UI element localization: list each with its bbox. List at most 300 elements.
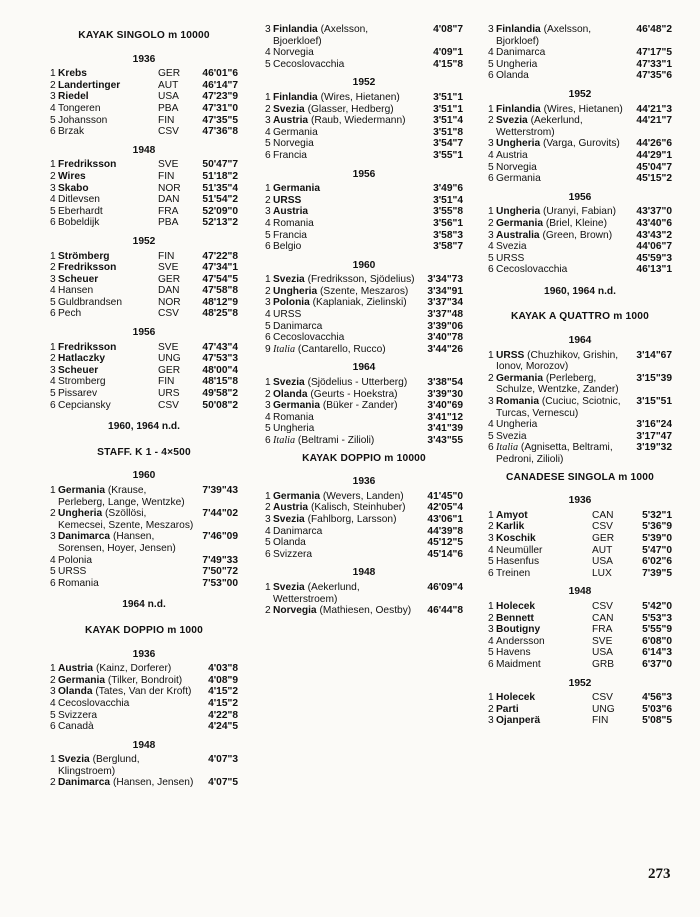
rank: 1 [488,103,494,115]
result-row [50,400,238,412]
athlete-name: Amyot [496,509,528,521]
crew-members: (Szöllösi, Kemecsei, Szente, Meszaros) [58,508,194,531]
result-row [50,675,238,687]
team-entry [58,485,194,508]
nation-code: FIN [158,376,175,388]
year-heading: 1964 [352,362,376,374]
result-time: 47'58"8 [202,285,238,297]
rank: 3 [488,624,494,636]
nation-code: SVE [158,262,179,274]
team-entry [273,195,419,207]
result-time: 51'18"2 [202,170,238,182]
result-row [488,162,672,174]
rank: 5 [488,161,494,173]
result-row [265,230,463,242]
country-name: Olanda [58,686,93,698]
results-list [488,601,672,671]
country-name: Svezia [273,103,305,115]
result-time: 3'39"06 [427,320,463,332]
team-entry [273,297,419,309]
crew-members: (Kaplaniak, Zielinski) [312,297,407,309]
result-row [488,431,672,443]
results-list [265,377,463,447]
nation-code: FRA [592,624,613,636]
result-time: 44'29"1 [636,149,672,161]
athlete-name: Stromberg [58,376,106,388]
country-name: Norvegia [273,138,314,150]
team-entry [496,241,628,253]
result-row [265,297,463,309]
results-list [265,183,463,253]
athlete-name: Fredriksson [58,159,117,171]
nation-code: PBA [158,102,179,114]
nation-code: UNG [592,703,615,715]
result-time: 43'37"0 [636,206,672,218]
crew-members: (Krause, Perleberg, Lange, Wentzke) [58,485,185,508]
result-time: 47'43"4 [202,341,238,353]
rank: 1 [488,509,494,521]
rank: 2 [265,502,271,514]
rank: 1 [488,349,494,361]
team-entry [496,396,628,419]
result-time: 48'25"8 [202,308,238,320]
rank: 6 [488,442,494,454]
team-entry [273,183,419,195]
nation-code: FIN [158,250,175,262]
result-time: 3'34"73 [427,274,463,286]
country-name: Danimarca [496,47,546,59]
rank: 5 [50,388,56,400]
team-entry [58,721,194,733]
result-time: 3'58"3 [433,229,463,241]
rank: 6 [488,70,494,82]
results-list [488,206,672,276]
nation-code: USA [592,556,613,568]
result-row [50,531,238,554]
rank: 2 [488,115,494,127]
nation-code: SVE [158,159,179,171]
result-row [50,342,238,354]
rank: 1 [488,600,494,612]
result-time: 4'15"8 [433,58,463,70]
result-row [488,692,672,704]
athlete-name: Havens [496,647,531,659]
result-time: 43'06"1 [427,513,463,525]
crew-members: (Berglund, Klingstroem) [58,754,140,777]
nation-code: GER [592,532,615,544]
rank: 3 [488,138,494,150]
year-heading: 1956 [352,168,376,180]
rank: 5 [265,537,271,549]
result-time: 7'39"43 [202,485,238,496]
rank: 3 [265,400,271,412]
result-time: 43'40"6 [636,217,672,229]
nation-code: UNG [158,353,181,365]
result-row [50,308,238,320]
team-entry [496,24,628,47]
result-time: 5'36"9 [642,521,672,533]
rank: 4 [265,217,271,229]
result-time: 3'55"8 [433,206,463,218]
result-time: 47'17"5 [636,47,672,59]
result-time: 6'14"3 [642,647,672,659]
result-row [488,173,672,185]
country-name: Danimarca [58,531,111,543]
result-time: 5'39"0 [642,532,672,544]
result-row [265,59,463,71]
result-time: 48'12"9 [202,296,238,308]
team-entry [273,274,419,286]
event-title: KAYAK DOPPIO m 10000 [302,452,426,464]
rank: 3 [265,513,271,525]
team-entry [273,286,419,298]
nation-code: CAN [592,612,614,624]
rank: 5 [488,430,494,442]
rank: 6 [50,217,56,229]
result-row [50,285,238,297]
rank: 2 [50,79,56,91]
rank: 4 [50,102,56,114]
country-name: Austria [496,149,528,161]
result-row [50,710,238,722]
rank: 3 [488,396,494,408]
country-name: Svezia [496,241,527,253]
rank: 2 [50,353,56,365]
team-entry [273,138,419,150]
result-row [265,286,463,298]
country-name: URSS [496,252,525,264]
result-time: 47'34"1 [202,262,238,274]
country-name: Italia [273,343,296,355]
result-time: 5'47"0 [642,544,672,556]
result-row [488,704,672,716]
athlete-name: Scheuer [58,364,99,376]
team-entry [496,230,628,242]
country-name: Austria [273,502,309,514]
result-time: 47'53"3 [202,353,238,365]
team-entry [273,400,419,412]
not-held-note: 1964 n.d. [122,599,166,611]
year-heading: 1936 [352,476,376,488]
result-row [50,555,238,567]
crew-members: (Axelsson, Bjoerkloef) [273,24,369,47]
result-row [488,115,672,138]
result-time: 7'50"72 [202,566,238,578]
athlete-name: Holecek [496,600,536,612]
team-entry [496,173,628,185]
team-entry [273,332,419,344]
country-name: Svezia [273,274,305,286]
result-row [265,309,463,321]
rank: 4 [265,525,271,537]
crew-members: (Geurts - Hoekstra) [310,388,398,400]
nation-code: CSV [592,600,613,612]
result-row [488,138,672,150]
rank: 1 [265,183,271,195]
result-row [50,777,238,789]
result-time: 44'26"6 [636,138,672,150]
team-entry [273,491,419,503]
rank: 2 [265,285,271,297]
result-time: 4'15"2 [208,697,238,709]
country-name: URSS [58,566,87,578]
rank: 1 [50,250,56,262]
crew-members: (Tilker, Bondroit) [107,674,183,686]
team-entry [273,582,419,605]
crew-members: (Glasser, Hedberg) [307,103,394,115]
results-list [50,159,238,229]
result-time: 45'59"3 [636,252,672,264]
country-name: Olanda [273,537,306,549]
team-entry [496,419,628,431]
result-time: 4'07"3 [208,754,238,766]
nation-code: NOR [158,182,181,194]
year-heading: 1948 [568,586,592,598]
rank: 3 [488,715,494,727]
nation-code: LUX [592,567,612,579]
result-row [50,171,238,183]
result-row [265,605,463,617]
event-title: KAYAK DOPPIO m 1000 [85,624,203,636]
country-name: Norvegia [496,161,537,173]
crew-members: (Wires, Hietanen) [543,103,623,115]
rank: 5 [265,229,271,241]
result-time: 43'43"2 [636,229,672,241]
result-time: 41'45"0 [427,490,463,502]
result-row [265,435,463,447]
athlete-name: Boutigny [496,624,541,636]
crew-members: (Wevers, Landen) [322,490,404,502]
rank: 1 [488,206,494,218]
event-title: KAYAK SINGOLO m 10000 [78,30,210,41]
rank: 2 [488,372,494,384]
country-name: Svezia [273,513,305,525]
result-row [265,218,463,230]
result-time: 45'15"2 [636,173,672,185]
rank: 4 [50,194,56,206]
event-title: CANADESE SINGOLA m 1000 [505,471,654,483]
team-entry [58,675,194,687]
rank: 6 [265,435,271,446]
rank: 5 [488,556,494,568]
team-entry [58,566,194,578]
athlete-name: Karlik [496,521,525,533]
year-heading: 1960 [352,259,376,271]
rank: 4 [488,419,494,431]
rank: 6 [488,658,494,670]
result-row [50,159,238,171]
crew-members: (Aekerlund, Wetterstrom) [496,115,583,138]
crew-members: (Chuzhikov, Grishin, Ionov, Morozov) [496,349,619,373]
athlete-name: Bobeldijk [58,217,100,229]
rank: 3 [50,364,56,376]
rank: 6 [265,241,271,253]
team-entry [58,531,194,554]
athlete-name: Hasenfus [496,556,540,568]
athlete-name: Scheuer [58,273,99,285]
result-time: 7'49"33 [202,554,238,566]
result-row [265,24,463,47]
result-time: 7'53"00 [202,577,238,589]
year-heading: 1952 [352,77,376,89]
year-heading: 1952 [568,677,592,689]
country-name: Danimarca [58,777,111,789]
rank: 3 [488,24,494,35]
results-list [50,663,238,733]
country-name: Finlandia [273,91,318,103]
result-time: 4'22"8 [208,709,238,721]
crew-members: (Agnisetta, Beltrami, Pedroni, Zilioli) [496,442,613,465]
athlete-name: Krebs [58,68,87,80]
team-entry [273,389,419,401]
result-time: 47'23"9 [202,91,238,103]
team-entry [273,241,419,253]
country-name: Germania [496,173,541,185]
country-name: Germania [273,490,320,502]
result-time: 46'48"2 [636,24,672,35]
result-row [488,601,672,613]
crew-members: (Beltrami - Zilioli) [297,435,375,446]
rank: 5 [488,647,494,659]
rank: 1 [50,754,56,766]
result-time: 3'40"69 [427,400,463,412]
result-row [488,350,672,373]
result-time: 7'46"09 [202,531,238,543]
result-row [265,514,463,526]
rank: 2 [488,703,494,715]
nation-code: CSV [158,399,179,411]
country-name: Australia [496,229,540,241]
result-time: 5'53"3 [642,612,672,624]
crew-members: (Cantarello, Rucco) [297,343,386,355]
country-name: URSS [273,309,302,321]
athlete-name: Parti [496,703,519,715]
nation-code: USA [158,91,179,103]
result-time: 3'39"30 [427,388,463,400]
rank: 3 [265,115,271,127]
rank: 1 [265,91,271,103]
result-row [488,624,672,636]
team-entry [496,104,628,116]
country-name: Austria [58,663,94,675]
nation-code: AUT [158,79,179,91]
result-row [488,24,672,47]
result-row [265,582,463,605]
team-entry [496,59,628,71]
country-name: Ungheria [58,508,103,520]
country-name: Olanda [273,388,308,400]
country-name: Danimarca [273,320,323,332]
country-name: Cecoslovacchia [58,697,130,709]
rank: 2 [50,777,56,789]
result-row [488,218,672,230]
crew-members: (Büker - Zander) [322,400,398,412]
result-row [488,568,672,580]
result-row [50,721,238,733]
team-entry [273,104,419,116]
team-entry [273,47,419,59]
year-heading: 1956 [568,191,592,203]
athlete-name: Eberhardt [58,205,103,217]
result-row [265,195,463,207]
country-name: URSS [273,194,302,206]
country-name: Finlandia [273,24,318,35]
results-list [50,251,238,321]
team-entry [496,373,628,396]
athlete-name: Hansen [58,285,94,297]
rank: 1 [50,159,56,171]
crew-members: (Axelsson, Bjorkloef) [496,24,592,47]
result-row [265,183,463,195]
result-time: 7'44"02 [202,508,238,520]
result-row [50,388,238,400]
crew-members: (Varga, Gurovits) [543,138,620,150]
result-row [265,389,463,401]
nation-code: CSV [592,692,613,704]
rank: 6 [488,264,494,276]
result-row [265,332,463,344]
result-time: 3'51"1 [433,103,463,115]
result-row [265,377,463,389]
rank: 4 [50,376,56,388]
athlete-name: Brzak [58,126,85,138]
result-row [265,400,463,412]
rank: 4 [488,241,494,253]
nation-code: NOR [158,296,181,308]
nation-code: FIN [158,170,175,182]
country-name: Germania [273,183,320,195]
year-heading: 1936 [568,495,592,507]
nation-code: AUT [592,544,613,556]
result-time: 50'47"7 [202,159,238,171]
rank: 1 [50,68,56,80]
result-time: 3'55"1 [433,149,463,161]
result-time: 3'44"26 [427,343,463,355]
result-time: 3'40"78 [427,332,463,344]
results-list [488,104,672,185]
team-entry [496,442,628,465]
result-time: 4'08"7 [433,24,463,35]
nation-code: FRA [158,205,179,217]
result-time: 47'22"8 [202,250,238,262]
team-entry [496,115,628,138]
result-time: 44'21"7 [636,115,672,127]
result-time: 46'44"8 [427,605,463,617]
athlete-name: Wires [58,170,86,182]
nation-code: CSV [158,126,179,138]
country-name: Austria [273,115,309,127]
result-time: 7'39"5 [642,567,672,579]
result-time: 3'37"48 [427,309,463,321]
result-time: 3'56"1 [433,217,463,229]
crew-members: (Wires, Hietanen) [320,91,400,103]
athlete-name: Pech [58,308,82,320]
athlete-name: Fredriksson [58,262,117,274]
results-list [265,24,463,70]
result-time: 47'35"5 [202,114,238,126]
rank: 6 [265,548,271,560]
athlete-name: Tongeren [58,102,101,114]
country-name: Germania [273,126,318,138]
result-time: 52'09"0 [202,205,238,217]
nation-code: FIN [592,715,609,727]
country-name: Germania [496,372,543,384]
crew-members: (Hansen, Jensen) [112,777,194,789]
country-name: Francia [273,149,307,161]
nation-code: FIN [158,114,175,126]
crew-members: (Kainz, Dorferer) [95,663,172,675]
rank: 5 [50,205,56,217]
